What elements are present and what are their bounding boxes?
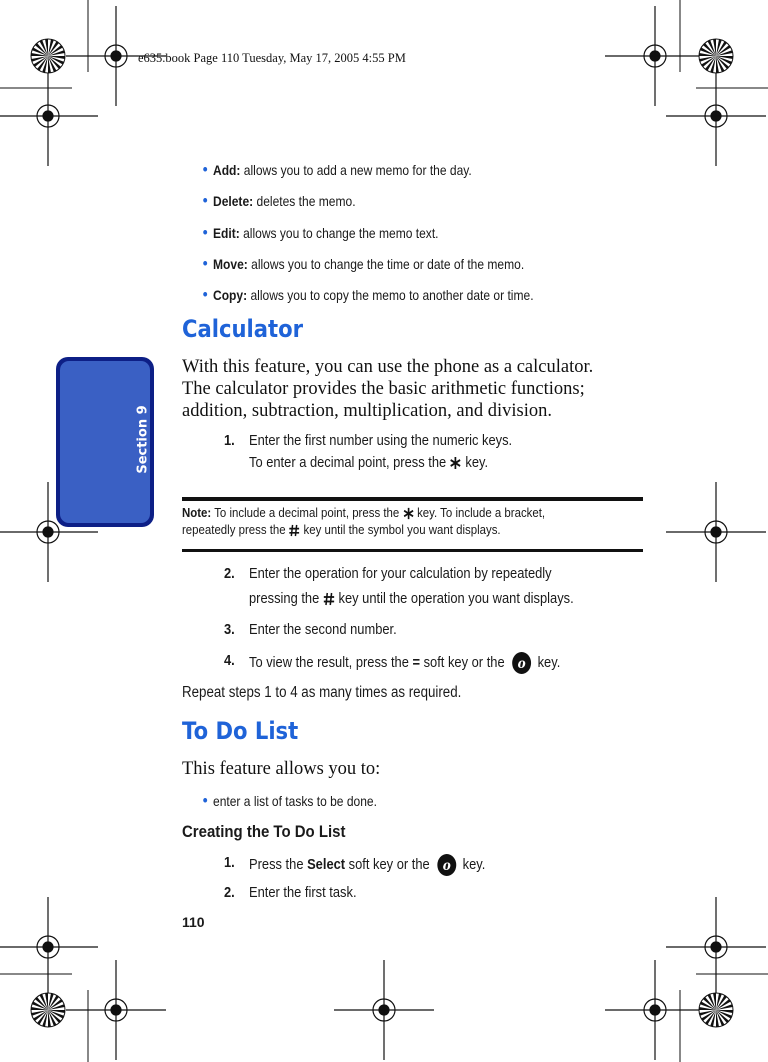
section-tab-label: Section 9 [135,405,151,474]
calc-step-1-number: 1. [224,432,235,449]
ok-key-icon [512,651,533,675]
ok-key-icon [437,853,458,877]
todo-step-1-number: 1. [224,854,235,871]
calc-step-2-line-2: pressing the key until the operation you want displays. [249,590,574,607]
crosshair-mark [605,6,705,106]
file-header: e635.book Page 110 Tuesday, May 17, 2005 4:55 PM [138,51,406,65]
todo-step-2-number: 2. [224,884,235,901]
crosshair-mark [334,960,434,1060]
crosshair-mark [66,960,166,1060]
calculator-intro: With this feature, you can use the phone as a calculator. The calculator provides the basic arithmetic functions; addition, subtraction, multiplication, and division. [182,357,594,421]
todo-bullet: • enter a list of tasks to be done. [202,791,377,810]
crosshair-mark [0,897,98,997]
todo-subheading: Creating the To Do List [182,822,346,841]
starburst-mark [699,39,733,73]
todo-intro: This feature allows you to: [182,759,381,779]
option-copy: • Copy: allows you to copy the memo to another date or time. [202,285,534,304]
calculator-heading: Calculator [182,315,304,343]
calc-step-2-number: 2. [224,565,235,582]
note-line-1: Note: To include a decimal point, press the key. To include a bracket, [182,505,546,520]
calc-step-2-line-1: Enter the operation for your calculation by repeatedly [249,565,552,582]
pound-key-icon [289,524,300,537]
svg-text:o: o [443,858,452,875]
todo-heading: To Do List [182,717,299,745]
option-delete: • Delete: deletes the memo. [202,191,356,210]
crosshair-mark [666,66,766,166]
note-line-2: repeatedly press the key until the symbol you want displays. [182,522,501,537]
crosshair-mark [666,897,766,997]
note-top-rule [182,497,643,501]
option-move: • Move: allows you to change the time or date of the memo. [202,254,525,273]
todo-step-2: Enter the first task. [249,884,357,901]
option-add: • Add: allows you to add a new memo for the day. [202,160,472,179]
svg-text:o: o [517,656,526,673]
calc-repeat-note: Repeat steps 1 to 4 as many times as required. [182,684,462,701]
calc-step-4: To view the result, press the = soft key or the o key. [249,651,560,675]
crosshair-mark [605,960,705,1060]
pound-key-icon [323,592,335,606]
calc-step-1-line-2: To enter a decimal point, press the key. [249,454,489,471]
crosshair-mark [666,482,766,582]
page-number: 110 [182,914,205,930]
asterisk-key-icon [450,456,462,470]
note-bottom-rule [182,549,643,552]
crosshair-mark [0,66,98,166]
option-edit: • Edit: allows you to change the memo text. [202,223,439,242]
calc-step-3: Enter the second number. [249,621,397,638]
starburst-mark [31,993,65,1027]
starburst-mark [31,39,65,73]
asterisk-key-icon [402,507,413,520]
calc-step-4-number: 4. [224,652,235,669]
todo-step-1: Press the Select soft key or the o key. [249,853,485,877]
calc-step-3-number: 3. [224,621,235,638]
calc-step-1-line-1: Enter the first number using the numeric keys. [249,432,513,449]
starburst-mark [699,993,733,1027]
